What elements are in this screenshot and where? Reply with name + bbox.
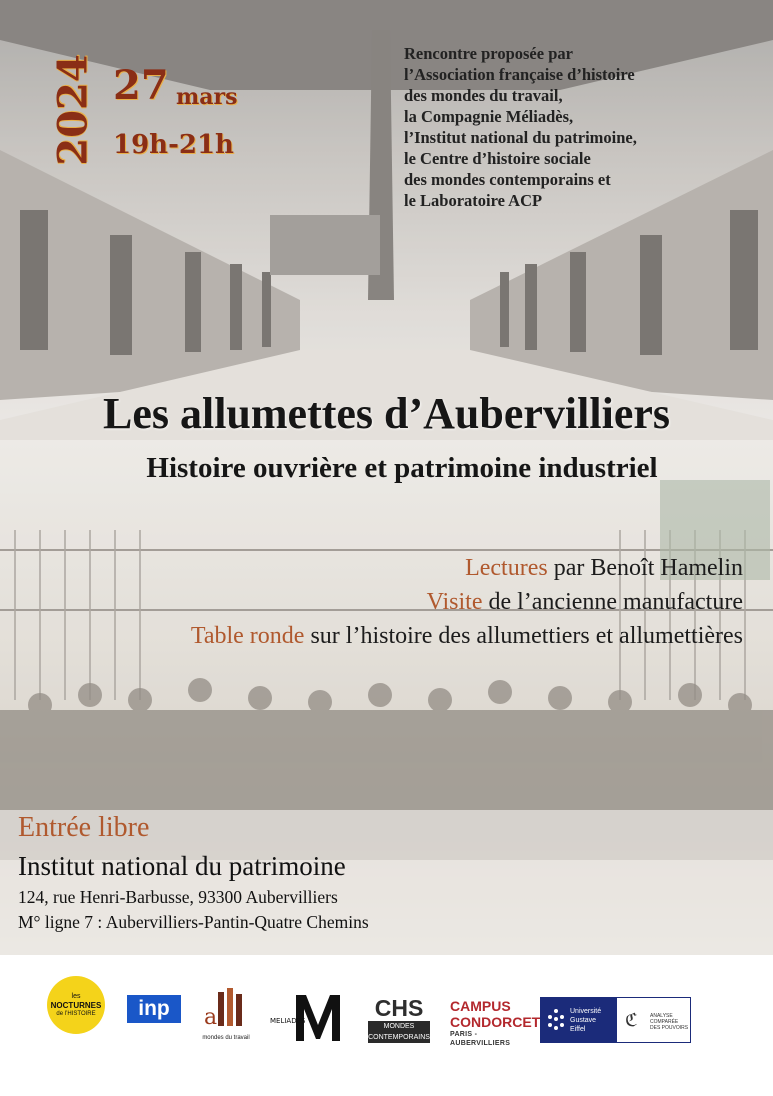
- universite-gustave-eiffel-logo: Université Gustave Eiffel: [540, 997, 616, 1043]
- programme-rest: de l’ancienne manufacture: [482, 589, 743, 615]
- acp-logo: ℭ ANALYSE COMPARÉE DES POUVOIRS: [616, 997, 691, 1043]
- programme-item: [3, 585, 743, 619]
- nocturnes-histoire-logo: les NOCTURNES de l’HISTOIRE: [47, 976, 105, 1034]
- organizers-text: [404, 43, 704, 211]
- event-day: 27: [113, 62, 169, 109]
- organizer-line: l’Institut national du patrimoine,: [404, 128, 637, 147]
- organizer-line: des mondes contemporains et: [404, 170, 611, 189]
- programme: [3, 551, 743, 653]
- inp-logo: inp: [127, 995, 181, 1023]
- organizer-line: Rencontre proposée par: [404, 44, 573, 63]
- programme-key: Visite: [426, 589, 483, 615]
- programme-rest: par Benoît Hamelin: [547, 555, 743, 581]
- campus-condorcet-logo: CAMPUS CONDORCET PARIS - AUBERVILLIERS: [450, 998, 541, 1047]
- uge-star-icon: [546, 1007, 566, 1031]
- poster-subtitle: Histoire ouvrière et patrimoine industriel: [146, 452, 658, 484]
- venue-metro: M° ligne 7 : Aubervilliers-Pantin-Quatre Chemins: [18, 912, 369, 932]
- venue-address: 124, rue Henri-Barbusse, 93300 Aubervilliers: [18, 887, 338, 907]
- organizer-line: le Laboratoire ACP: [404, 191, 543, 210]
- organizer-line: la Compagnie Méliadès,: [404, 107, 574, 126]
- poster-title: Les allumettes d’Aubervilliers: [102, 389, 671, 438]
- meliades-logo: [270, 993, 352, 1043]
- programme-item: [3, 551, 743, 585]
- afhmt-logo: a mondes du travail: [198, 986, 254, 1042]
- programme-item: [3, 619, 743, 653]
- entry-info: Entrée libre: [18, 812, 150, 843]
- venue-name: Institut national du patrimoine: [18, 851, 346, 881]
- organizer-line: le Centre d’histoire sociale: [404, 149, 591, 168]
- programme-key: Lectures: [465, 555, 548, 581]
- chs-logo: CHS MONDES CONTEMPORAINS: [368, 995, 430, 1041]
- event-year: 2024: [49, 54, 97, 166]
- svg-text:MELIADES: MELIADES: [270, 1017, 306, 1025]
- organizer-line: des mondes du travail,: [404, 86, 563, 105]
- svg-text:a: a: [204, 1005, 218, 1030]
- programme-key: Table ronde: [190, 623, 305, 649]
- acp-monogram: ℭ: [625, 1010, 638, 1031]
- event-month: mars: [176, 84, 238, 110]
- organizer-line: l’Association française d’histoire: [404, 65, 635, 84]
- event-time: 19h-21h: [113, 130, 234, 160]
- programme-rest: sur l’histoire des allumettiers et allumettières: [304, 623, 743, 649]
